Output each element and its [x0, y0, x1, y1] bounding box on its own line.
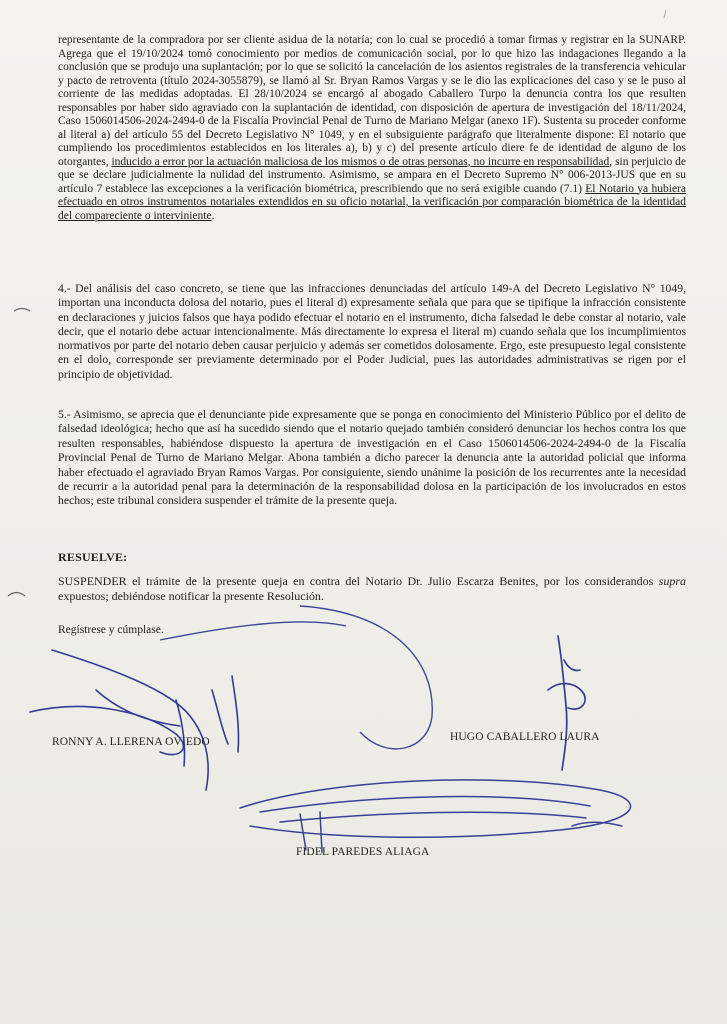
signatory-name-2: HUGO CABALLERO LAURA [450, 731, 600, 743]
paragraph-text: , sin perjuicio de que se declare judicialmente la nulidad del instrumento. Asimismo, se ampara en el Decreto Supremo N° 006-2013-JUS que en su artículo 7 establece las excepciones a la verificación biométrica, prescribiendo que no será exigible cuando (7.1) [58, 155, 686, 195]
signature-1 [30, 650, 239, 790]
signatory-name-1: RONNY A. LLERENA OVIEDO [52, 736, 210, 748]
underlined-quote: El Notario ya hubiera efectuado en otros instrumentos notariales extendidos en su oficio notarial, la verificación por comparación biométrica de la identidad del compareciente o interviniente [58, 182, 686, 222]
signature-flourish [160, 606, 432, 749]
margin-mark-2 [8, 593, 25, 597]
paragraph-5: 5.- Asimismo, se aprecia que el denunciante pide expresamente que se ponga en conocimiento del Ministerio Público por el delito de falsedad ideológica; hecho que así ha sucedido siendo que el notario quejado también consideró denunciar los hechos contra los que resulten responsables, habiéndose dispuesto la apertura de investigación en el Caso 1506014506-2024-2494-0 de la Fiscalía Provincial Penal de Turno de Mariano Melgar. Abona también a dicho parecer la denuncia ante la autoridad policial que informa haber efectuado el agraviado Bryan Ramos Vargas. Por consiguiente, siendo unánime la posición de los recurrentes ante la necesidad de recurrir a la autoridad penal para la determinación de la responsabilidad dolosa en la participación de los involucrados en estos hechos; este tribunal considera suspender el trámite de la presente queja. [58, 408, 686, 508]
closing-formula: Regístrese y cúmplase. [58, 624, 164, 636]
signature-3 [240, 780, 631, 852]
resolution-paragraph [58, 574, 686, 603]
paragraph-4: 4.- Del análisis del caso concreto, se tiene que las infracciones denunciadas del artículo 149-A del Decreto Legislativo N° 1049, importan una inconducta dolosa del notario, pues el literal d) expresamente señala que para que se tipifique la infracción consistente en declaraciones y juicios falsos que haya podido efectuar el notario en el instrumento, dicha falsedad le debe constar al notario, vale decir, que el notario debe actuar intencionalmente. Más directamente lo expresa el literal m) cuando señala que los incumplimientos normativos por parte del notario deben causar perjuicio y además ser cometidos dolosamente. Ergo, este presupuesto legal consistente en el dolo, corresponde ser previamente determinado por el Poder Judicial, pues las autoridades administrativas se rigen por el principio de objetividad. [58, 282, 686, 381]
corner-mark [664, 10, 666, 18]
resuelve-heading: RESUELVE: [58, 550, 128, 564]
paragraph-text: representante de la compradora por ser cliente asidua de la notaría; con lo cual se procedió a tomar firmas y registrar en la SUNARP. Agrega que el 19/10/2024 tomó conocimiento por medios de comunicación social, por lo que hizo las indagaciones llegando a la conclusión que se produjo una suplantación; por lo que se solicitó la cancelación de los asientos registrales de la transferencia vehicular y pacto de retroventa (título 2024-3055879), se llamó al Sr. Bryan Ramos Vargas y se le dio las explicaciones del caso y se le puso al corriente de las medidas adoptadas. El 28/10/2024 se encargó al abogado Caballero Turpo la denuncia contra los que resulten responsables por haber sido agraviado con la suplantación de identidad, con disposición de apertura de investigación del 18/11/2024, Caso 1506014506-2024-2494-0 de la Fiscalía Provincial Penal de Turno de Mariano Melgar (anexo 1F). Sustenta su proceder conforme al literal a) del artículo 55 del Decreto Legislativo N° 1049, y en el subsiguiente parágrafo que literalmente dispone: El notario que cumpliendo los procedimientos establecidos en los literales a), b) y c) del presente artículo diere fe de identidad de alguno de los otorgantes, [58, 34, 686, 168]
resolution-text: expuestos; debiéndose notificar la presente Resolución. [58, 588, 324, 603]
paragraph-continuation [58, 34, 686, 223]
underlined-quote: inducido a error por la actuación maliciosa de los mismos o de otras personas, no incurre en responsabilidad [111, 155, 610, 168]
resolution-italic: supra [658, 574, 686, 588]
signature-2 [548, 636, 585, 770]
signatory-name-3: FIDEL PAREDES ALIAGA [296, 846, 430, 858]
paragraph-text: . [211, 209, 215, 222]
margin-mark-1 [14, 309, 30, 312]
resolution-text: SUSPENDER el trámite de la presente queja en contra del Notario Dr. Julio Escarza Benites, por los considerandos [58, 574, 659, 588]
